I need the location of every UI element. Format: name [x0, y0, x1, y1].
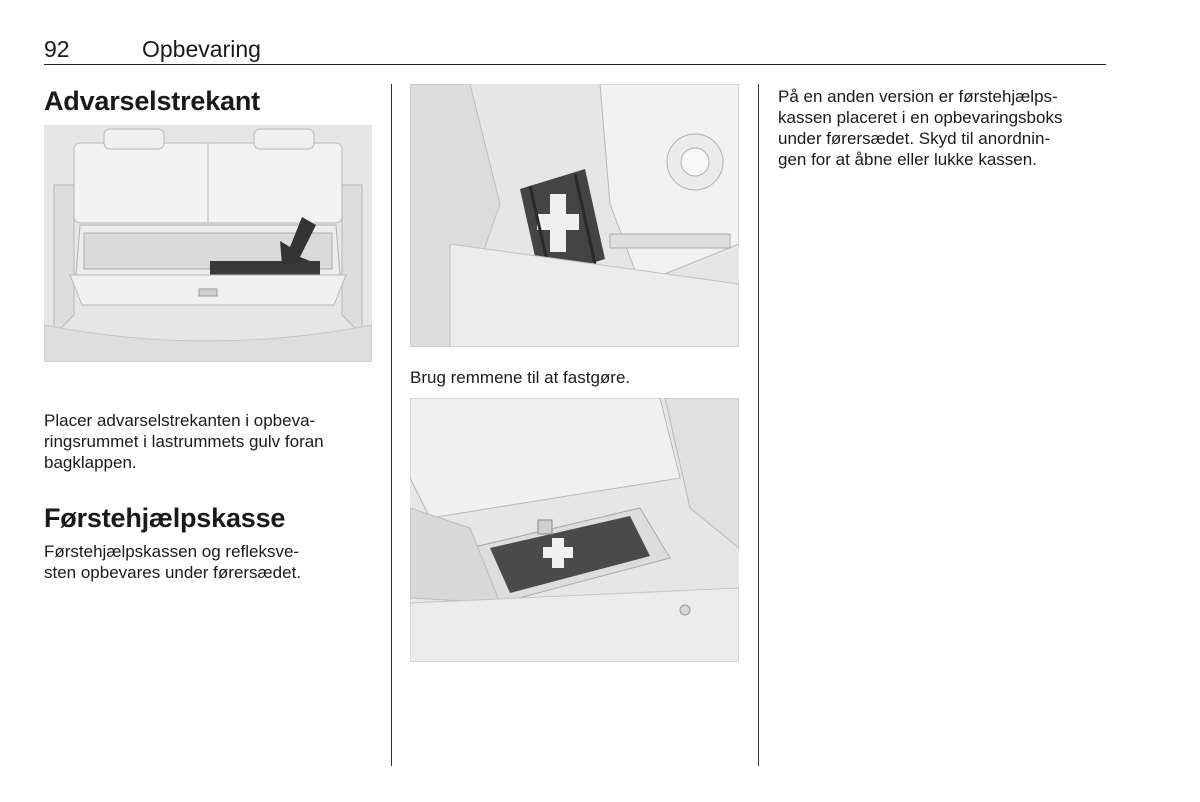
heading-first-aid-kit: Førstehjælpskasse	[44, 503, 286, 533]
first-aid-kit-text: Førstehjælpskassen og refleksve- sten opbevares under førersædet.	[44, 542, 302, 582]
page-header	[44, 34, 1106, 65]
chapter-title: Opbevaring	[142, 36, 261, 62]
column-divider-left	[391, 84, 392, 766]
warning-triangle-text: Placer advarselstrekanten i opbeva- ringsrummet i lastrummets gulv foran bagklappen.	[44, 411, 324, 472]
strap-caption: Brug remmene til at fastgøre.	[410, 368, 631, 387]
heading-warning-triangle: Advarselstrekant	[44, 86, 260, 116]
trunk-illustration	[44, 125, 372, 362]
alternative-version-text: På en anden version er førstehjælps- kassen placeret i en opbevaringsboks under førersædet. Skyd til anordnin- gen for at åbne eller lukke kassen.	[778, 87, 1063, 169]
storage-box-illustration	[410, 398, 739, 662]
column-divider-right	[758, 84, 759, 766]
page-number: 92	[44, 36, 70, 62]
first-aid-strap-illustration	[410, 84, 739, 347]
